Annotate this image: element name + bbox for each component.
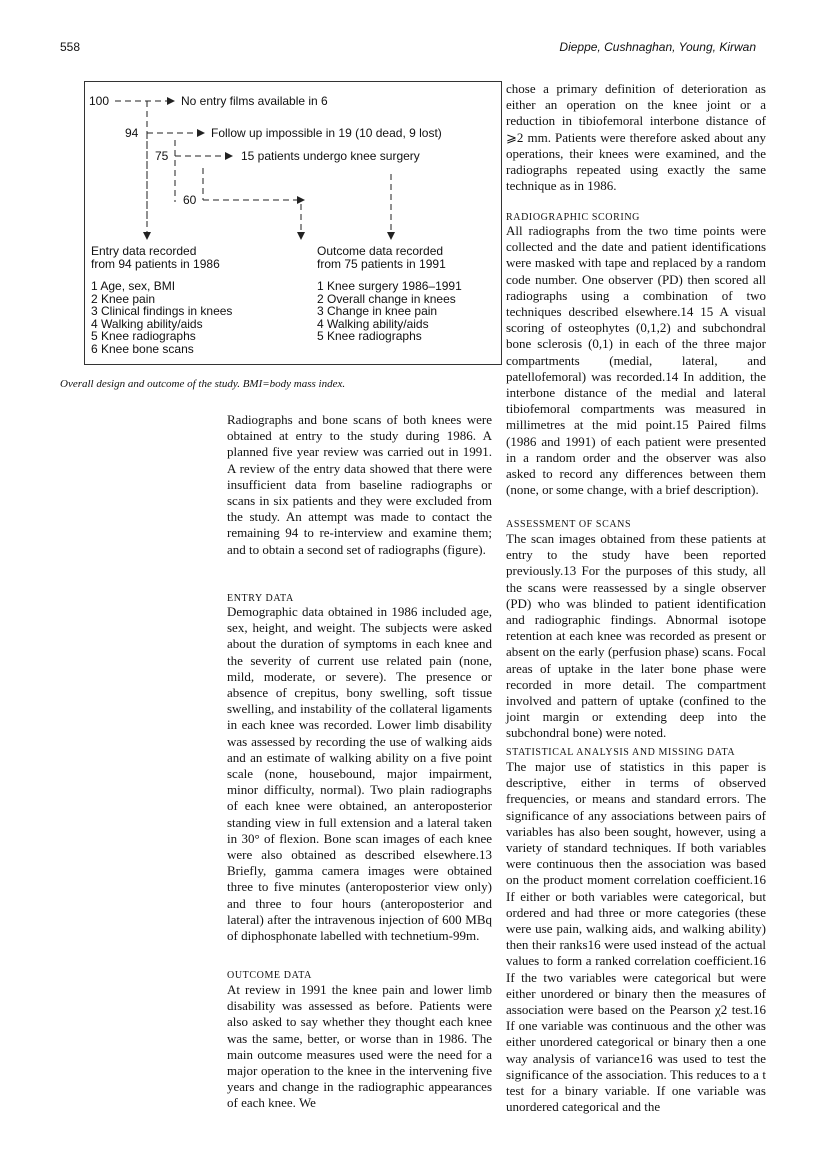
entry-item: 5 Knee radiographs [91,329,196,343]
entry-item: 4 Walking ability/aids [91,316,203,331]
continued-text: chose a primary definition of deterioration as either an operation on the knee joint or a reduction in tibiofemoral interbone distance of ⩾2 mm. Patients were therefore asked about any operations, their knees were examined, and the radiographs repeated using exactly the same technique as in 1986. [506,81,766,194]
entry-data-text: Demographic data obtained in 1986 included age, sex, height, and weight. The subjects were asked about the duration of symptoms in each knee and the severity of current use related pain (none, mild, moderate, or severe). The presence or absence of crepitus, bony swelling, soft tissue swelling, and instability of the collateral ligaments in each knee was recorded. Lower limb disability was assessed by recording the use of walking aids and an estimate of walking ability on a five point scale (none, housebound, major impairment, minor difficulty, normal). Two plain radiographs of each knee were obtained, an anteroposterior standing view in full extension and a lateral taken in 30° of flexion. Bone scan images of each knee were also obtained as described elsewhere.13 Briefly, gamma camera images were obtained three to five minutes (anteroposterior view only) and three to four hours (anteroposterior and lateral) after the intravenous injection of 600 MBq of diphosphonate labelled with technetium-99m. [227,604,492,944]
entry-item: 3 Clinical findings in knees [91,304,233,318]
assessment-of-scans-heading: ASSESSMENT OF SCANS [506,519,632,530]
entry-data-paragraph [227,604,492,944]
scoring-paragraph [506,223,766,498]
entry-item: 6 Knee bone scans [91,341,194,356]
outcome-item: 4 Walking ability/aids [317,316,429,331]
count-94: 94 [125,126,139,140]
outcome-item: 1 Knee surgery 1986–1991 [317,279,462,293]
follow-up-label: Follow up impossible in 19 (10 dead, 9 lost) [211,126,442,140]
outcome-data-paragraph [227,982,492,1112]
outcome-item: 5 Knee radiographs [317,329,422,343]
intro-paragraph [227,412,492,558]
entry-title-line-1: Entry data recorded [91,244,197,258]
entry-item: 1 Age, sex, BMI [91,279,176,293]
intro-text: Radiographs and bone scans of both knees were obtained at entry to the study during 1986. A planned five year review was carried out in 1991. A review of the entry data showed that there were insufficient data from baseline radiographs or scans in six patients and they were excluded from the study. An attempt was made to contact the remaining 94 to re-interview and examine them; and to obtain a second set of radiographs (figure). [227,412,492,557]
outcome-data-text: At review in 1991 the knee pain and lower limb disability was assessed as before. Patients were also asked to say whether they thought each knee was the same, better, or worse than in 1986. The main outcome measures used were the need for a major operation to the knee in the intervening five years and change in the radiographic appearances of each knee. We [227,982,492,1111]
radiographic-scoring-heading: RADIOGRAPHIC SCORING [506,212,640,223]
stats-paragraph [506,759,766,1115]
scans-text: The scan images obtained from these patients at entry to the study have been reported previously.13 For the purposes of this study, all the scans were reassessed by a single observer (PD) who was blinded to patient identification and radiographic findings. Abnormal isotope retention at each knee was recorded as present or absent on the early (perfusion phase) scans. Focal areas of uptake in the later bone phase were recorded in more detail. The compartment involved and pattern of uptake (confined to the joint margin or extending deep into the subchondral bone) were noted. [506,531,766,741]
outcome-item: 3 Change in knee pain [317,304,438,318]
entry-item: 2 Knee pain [91,291,156,306]
study-flow-figure [84,81,502,365]
page-number: 558 [60,40,81,54]
entry-data-heading: ENTRY DATA [227,593,294,604]
count-75: 75 [155,149,169,163]
no-entry-label: No entry films available in 6 [181,94,328,108]
count-100: 100 [89,94,110,108]
outcome-data-box [317,245,462,343]
outcome-data-heading: OUTCOME DATA [227,970,313,981]
scans-paragraph [506,531,766,742]
outcome-title-line-1: Outcome data recorded [317,244,444,258]
figure-caption: Overall design and outcome of the study. BMI=body mass index. [60,378,346,390]
entry-title-line-2: from 94 patients in 1986 [91,256,220,271]
scoring-text: All radiographs from the two time points were collected and the date and patient identifications were masked with tape and replaced by a random code number. One observer (PD) then scored all radiographs using a combination of two techniques described elsewhere.14 15 A visual scoring of osteophytes (0,1,2) and subchondral bone sclerosis (0,1) in each of the three major compartments (medial, lateral, and patellofemoral) was recorded.14 In addition, the interbone distance of the medial and lateral tibiofemoral compartments was measured in millimetres at the mid point.15 Paired films (1986 and 1991) of each patient were presented in a random order and the observer was also asked to record any differences between them (none, or some change, with a brief description). [506,223,766,498]
continued-paragraph [506,81,766,194]
count-60: 60 [183,193,197,207]
outcome-item: 2 Overall change in knees [317,291,456,306]
statistical-analysis-heading: STATISTICAL ANALYSIS AND MISSING DATA [506,747,736,758]
surgery-label: 15 patients undergo knee surgery [241,149,420,163]
entry-data-box [91,245,232,355]
stats-text: The major use of statistics in this paper is descriptive, either in terms of observed frequencies, or means and standard errors. The significance of any associations between pairs of variables has also been sought, however, using a variety of standard techniques. If both variables were continuous then the association was based on the product moment correlation coefficient.16 If either or both variables were categorical, but ordered and had three or more categories (these were use pain, walking aids, and walking ability) then their ranks16 were used instead of the actual values to form a ranked correlation coefficient.16 If the two variables were categorical but were either unordered or binary then the measures of association were based on the Pearson χ2 test.16 If one variable was continuous and the other was either unordered categorical or binary then a one way analysis of variance16 was used to test the significance of the association. This reduces to a t test for a binary variable. If one variable was unordered categorical and the [506,759,766,1115]
outcome-title-line-2: from 75 patients in 1991 [317,256,446,271]
running-head: Dieppe, Cushnaghan, Young, Kirwan [559,40,756,54]
